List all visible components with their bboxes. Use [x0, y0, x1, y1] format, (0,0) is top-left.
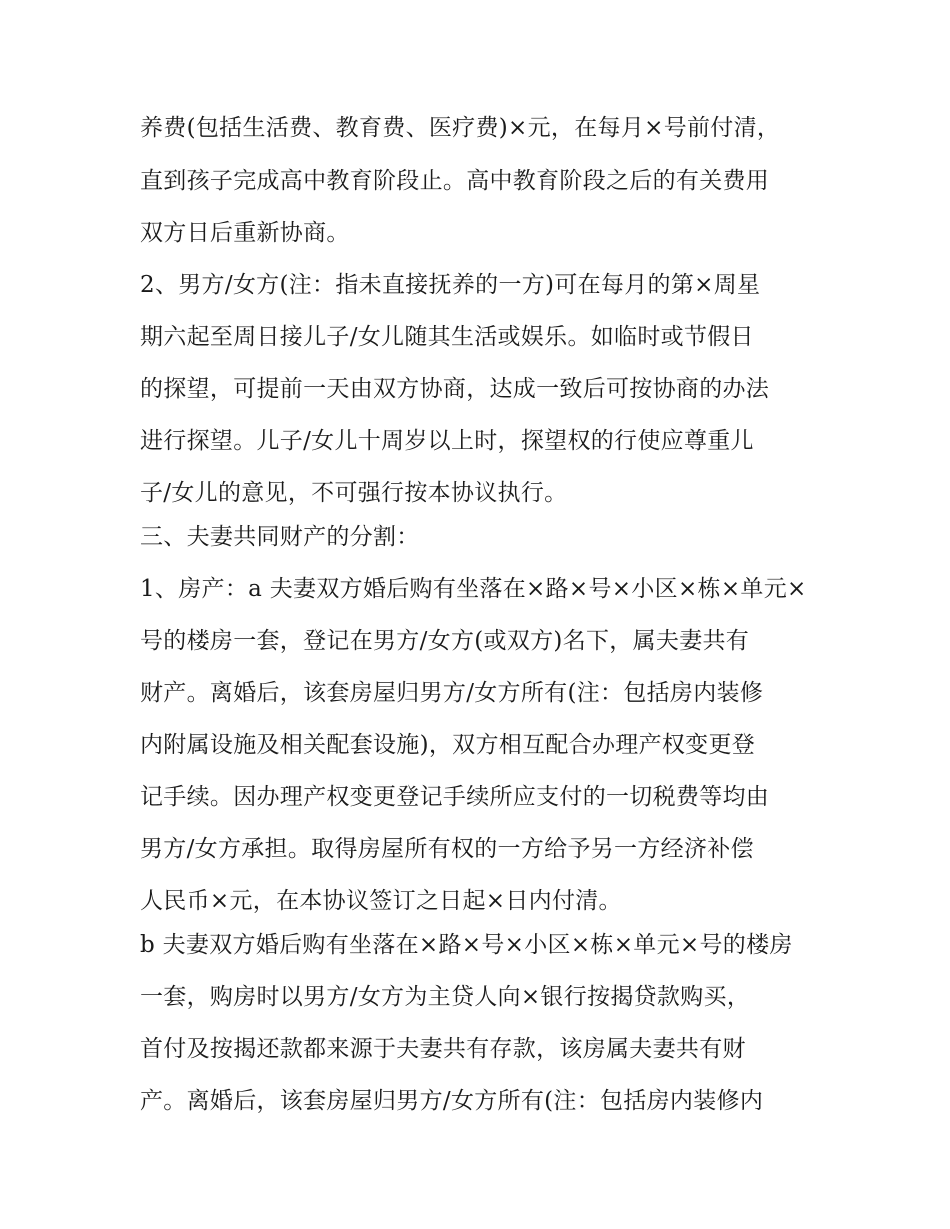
text-line: b 夫妻双方婚后购有坐落在×路×号×小区×栋×单元×号的楼房 — [140, 932, 793, 958]
text-line: 养费(包括生活费、教育费、医疗费)×元，在每月×号前付清， — [140, 115, 781, 141]
text-line: 号的楼房一套，登记在男方/女方(或双方)名下，属夫妻共有 — [140, 628, 750, 654]
text-line: 记手续。因办理产权变更登记手续所应支付的一切税费等均由 — [140, 784, 770, 810]
text-line: 期六起至周日接儿子/女儿随其生活或娱乐。如临时或节假日 — [140, 324, 754, 350]
text-line: 一套，购房时以男方/女方为主贷人向×银行按揭贷款购买， — [140, 984, 751, 1010]
text-line: 2、男方/女方(注：指未直接抚养的一方)可在每月的第×周星 — [140, 272, 761, 298]
text-line: 进行探望。儿子/女儿十周岁以上时，探望权的行使应尊重儿 — [140, 428, 754, 454]
text-line: 子/女儿的意见，不可强行按本协议执行。 — [140, 480, 568, 506]
text-line: 男方/女方承担。取得房屋所有权的一方给予另一方经济补偿 — [140, 836, 754, 862]
text-line: 1、房产：a 夫妻双方婚后购有坐落在×路×号×小区×栋×单元× — [140, 576, 807, 602]
text-line: 内附属设施及相关配套设施)，双方相互配合办理产权变更登 — [140, 732, 756, 758]
text-line: 的探望，可提前一天由双方协商，达成一致后可按协商的办法 — [140, 376, 770, 402]
text-line: 首付及按揭还款都来源于夫妻共有存款，该房属夫妻共有财 — [140, 1036, 746, 1062]
text-line: 产。离婚后，该套房屋归男方/女方所有(注：包括房内装修内 — [140, 1088, 764, 1114]
text-line: 直到孩子完成高中教育阶段止。高中教育阶段之后的有关费用 — [140, 168, 770, 194]
text-line: 人民币×元，在本协议签订之日起×日内付清。 — [140, 888, 622, 914]
text-line: 双方日后重新协商。 — [140, 220, 350, 246]
text-line: 财产。离婚后，该套房屋归男方/女方所有(注：包括房内装修 — [140, 680, 764, 706]
section-heading: 三、夫妻共同财产的分割： — [140, 524, 420, 550]
